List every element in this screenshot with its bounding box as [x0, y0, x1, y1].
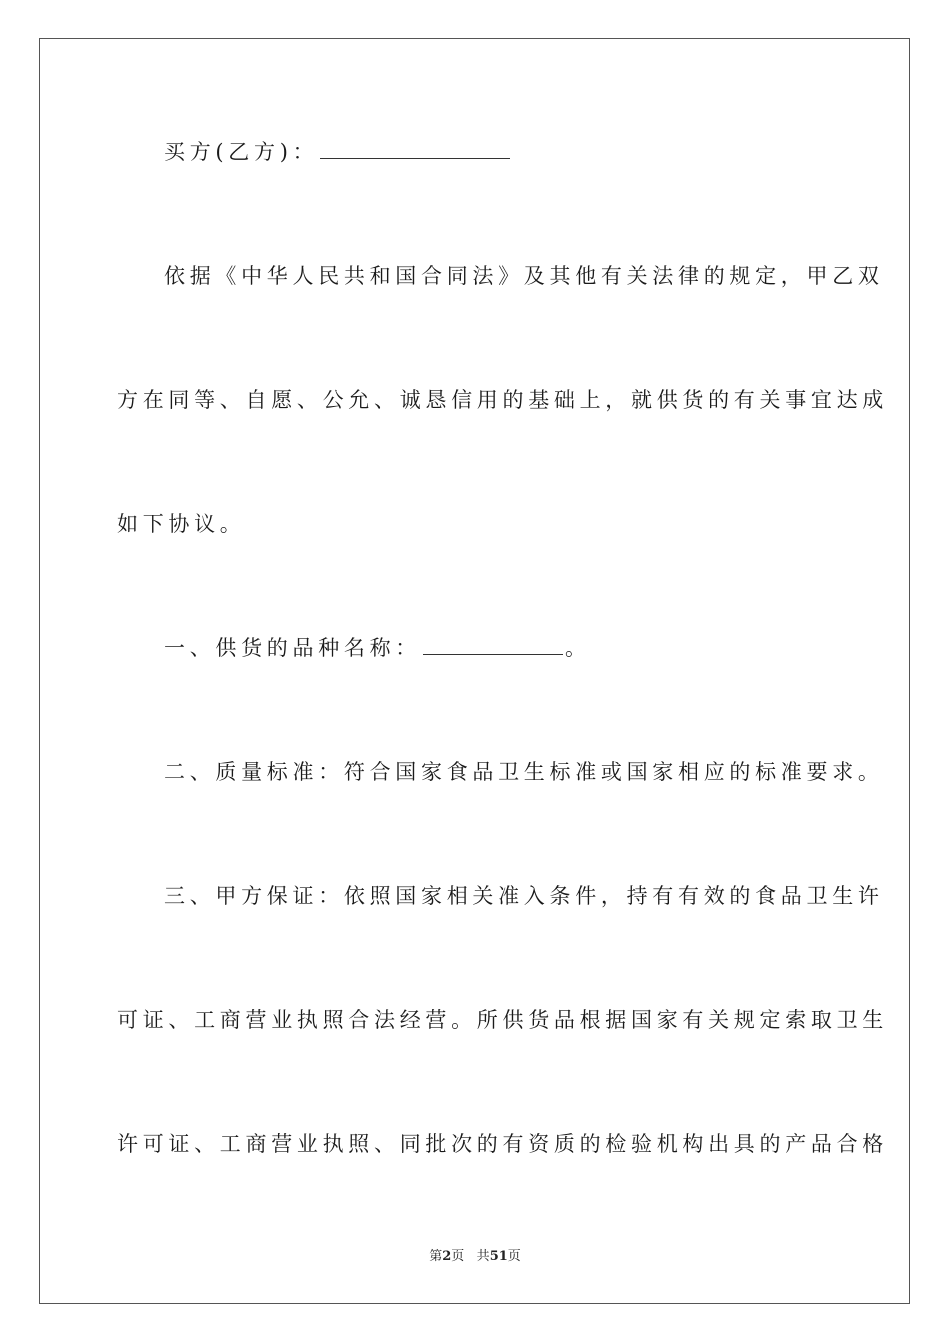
footer-page-suffix: 页: [451, 1249, 465, 1264]
buyer-line: [164, 138, 833, 166]
paragraph-line: 方在同等、自愿、公允、诚恳信用的基础上，就供货的有关事宜达成: [117, 388, 888, 412]
paragraph-line: 三、甲方保证：依照国家相关准入条件，持有有效的食品卫生许: [164, 884, 884, 908]
footer-total-prefix: 共: [476, 1249, 490, 1264]
clause-one-suffix: 。: [565, 636, 591, 660]
footer-page-prefix: 第: [429, 1249, 443, 1264]
paragraph-line: 二、质量标准：符合国家食品卫生标准或国家相应的标准要求。: [164, 760, 884, 784]
buyer-blank-field[interactable]: [320, 138, 510, 159]
footer-total-pages: 51: [489, 1249, 508, 1264]
paragraph-line: 许可证、工商营业执照、同批次的有资质的检验机构出具的产品合格: [117, 1132, 888, 1156]
page-frame: [39, 38, 910, 1304]
paragraph-line: 可证、工商营业执照合法经营。所供货品根据国家有关规定索取卫生: [117, 1008, 888, 1032]
page-footer: [0, 1248, 950, 1266]
footer-page-number: 2: [442, 1249, 452, 1264]
paragraph-line: 依据《中华人民共和国合同法》及其他有关法律的规定，甲乙双: [164, 264, 884, 288]
clause-one-line: [164, 634, 833, 662]
paragraph-line: 如下协议。: [117, 512, 246, 536]
clause-one-label: 一、供货的品种名称：: [164, 636, 421, 660]
footer-total-suffix: 页: [507, 1249, 521, 1264]
buyer-label: 买方(乙方)：: [164, 140, 319, 164]
product-name-blank-field[interactable]: [423, 634, 563, 655]
